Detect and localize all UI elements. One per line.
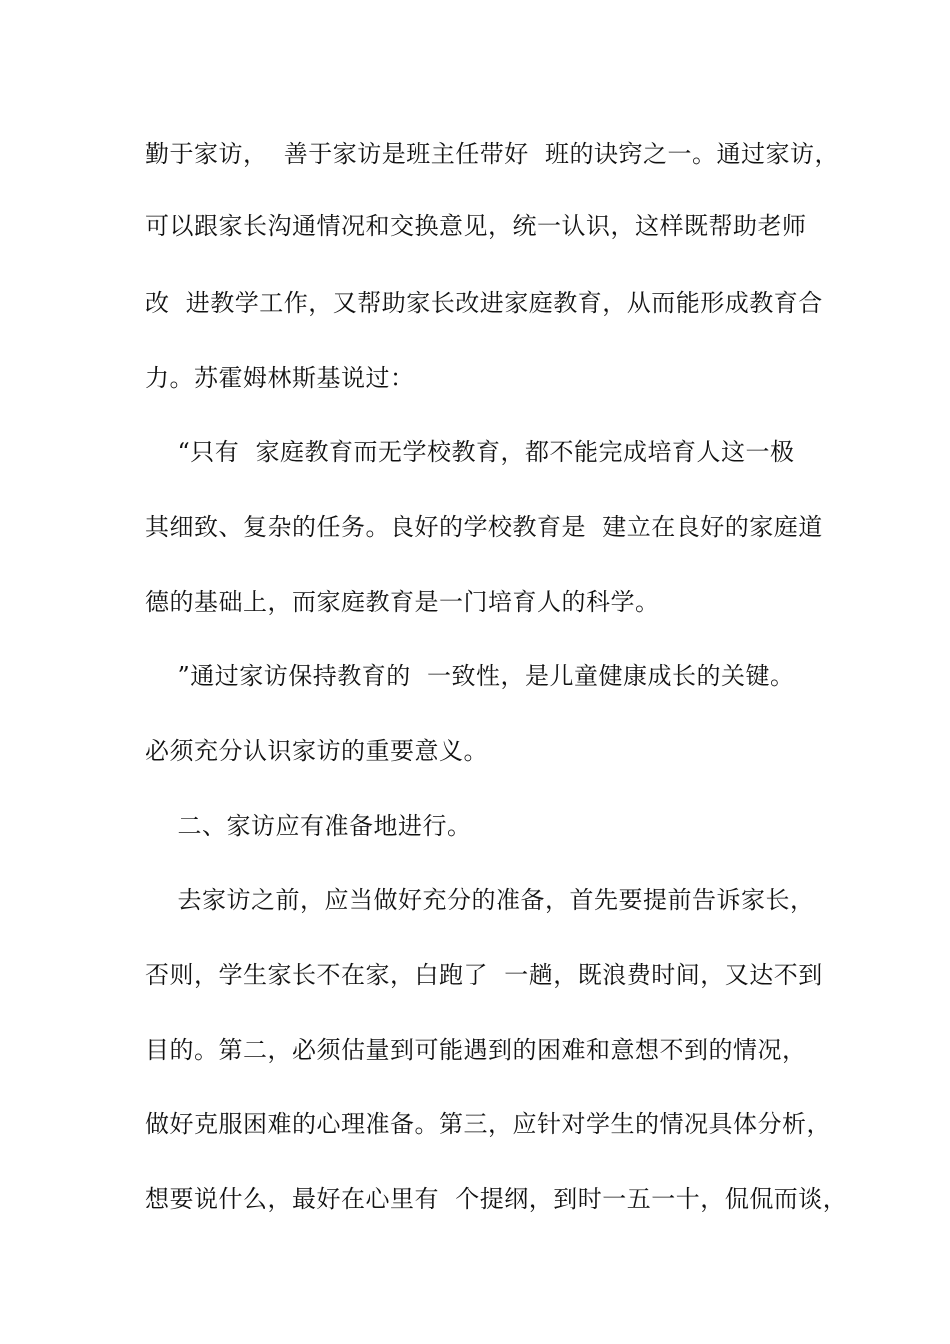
text-line: 目的。第二，必须估量到可能遇到的困难和意想不到的情况， [145, 1036, 807, 1064]
section-heading: 二、家访应有准备地进行。 [145, 812, 472, 840]
text-line: 想要说什么，最好在心里有 个提纲，到时一五一十，侃侃而谈， [145, 1185, 848, 1213]
text-line: 勤于家访， 善于家访是班主任带好 班的诀窍之一。通过家访， [145, 140, 840, 168]
text-line: 可以跟家长沟通情况和交换意见，统一认识，这样既帮助老师 [145, 212, 807, 240]
text-line: “只有 家庭教育而无学校教育，都不能完成培育人这一极 [145, 438, 795, 466]
text-line: 去家访之前，应当做好充分的准备，首先要提前告诉家长， [145, 886, 815, 914]
text-line: 力。苏霍姆林斯基说过： [145, 364, 415, 392]
text-line: 必须充分认识家访的重要意义。 [145, 737, 488, 765]
text-line: ”通过家访保持教育的 一致性，是儿童健康成长的关键。 [145, 662, 795, 690]
text-line: 德的基础上，而家庭教育是一门培育人的科学。 [145, 588, 660, 616]
text-line: 改 进教学工作，又帮助家长改进家庭教育，从而能形成教育合 [145, 289, 823, 317]
text-line: 否则，学生家长不在家，白跑了 一趟，既浪费时间，又达不到 [145, 961, 823, 989]
text-line: 做好克服困难的心理准备。第三，应针对学生的情况具体分析， [145, 1110, 831, 1138]
text-line: 其细致、复杂的任务。良好的学校教育是 建立在良好的家庭道 [145, 513, 823, 541]
